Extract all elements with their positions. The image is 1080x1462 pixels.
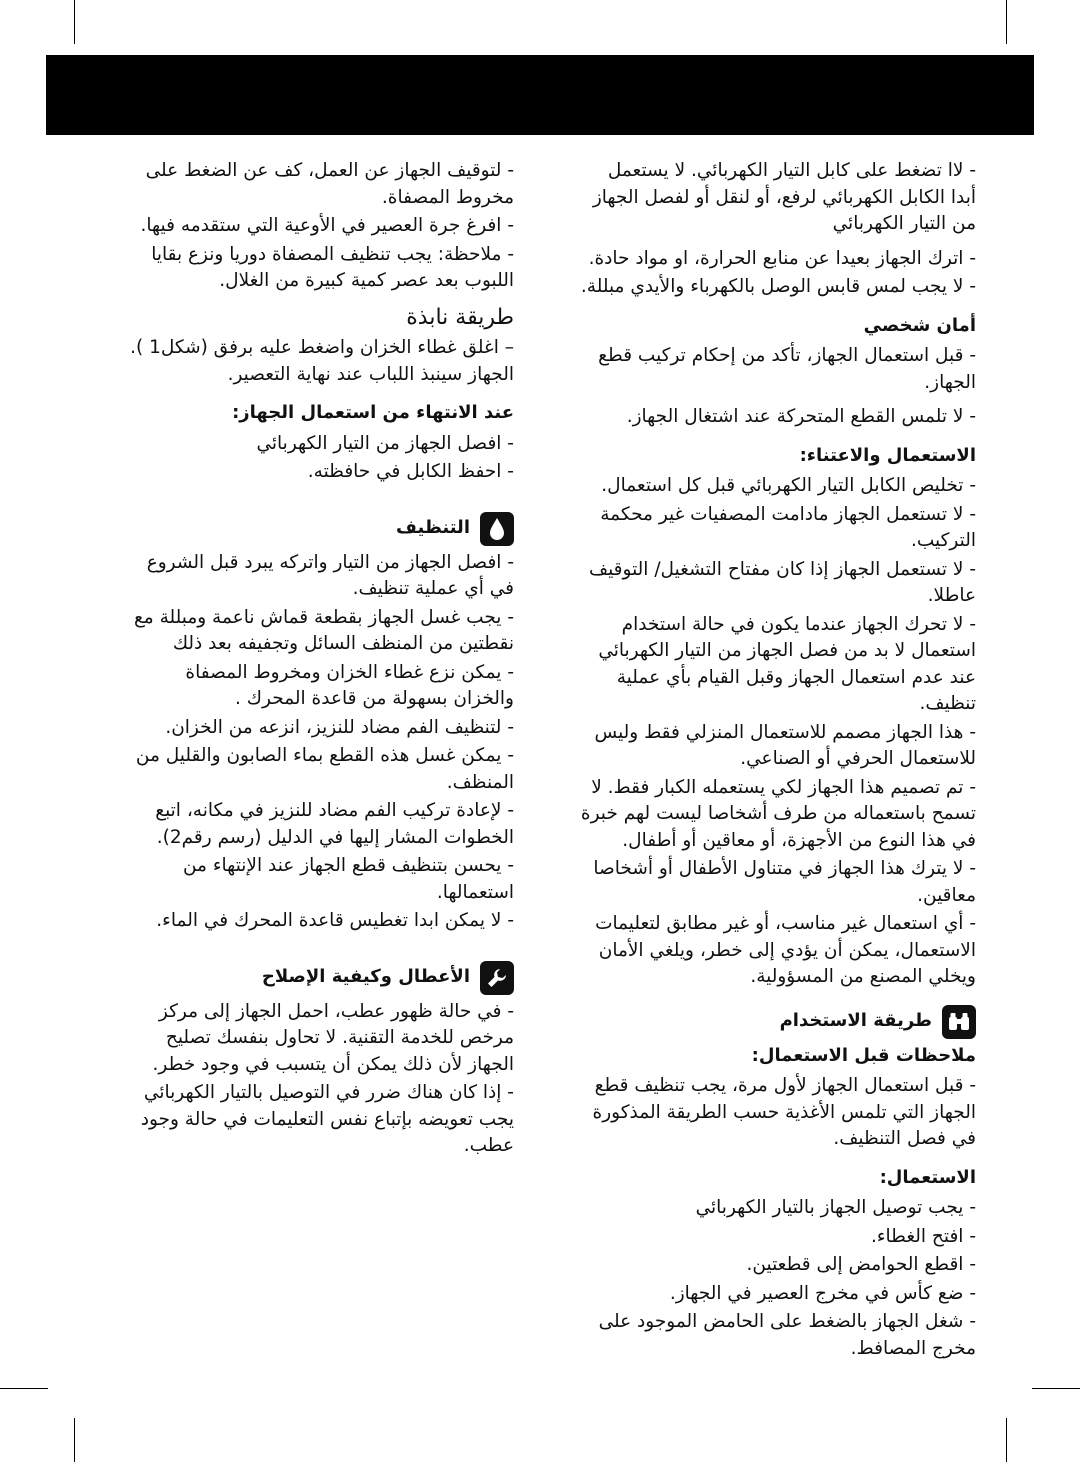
crop-mark-bottom-left	[74, 1418, 75, 1462]
section-header-how-to-use	[578, 1005, 976, 1039]
list-item: - يجب توصيل الجهاز بالتيار الكهربائي	[695, 1197, 976, 1218]
crop-mark-bottom-right	[1006, 1418, 1007, 1462]
section-title-after-use: عند الانتهاء من استعمال الجهاز:	[232, 402, 514, 423]
list-item: - شغل الجهاز بالضغط على الحامض الموجود على مخرج المصافط.	[598, 1311, 976, 1359]
list-item: - أي استعمال غير مناسب، أو غير مطابق لتعليمات الاستعمال، يمكن أن يؤدي إلى خطر، ويلغي الأمان ويخلي المصنع من المسؤولية.	[595, 913, 976, 987]
list-item: - لا تلمس القطع المتحركة عند اشتغال الجهاز.	[626, 406, 976, 427]
list-item: - يمكن نزع غطاء الخزان ومخروط المصفاة والخزان بسهولة من قاعدة المحرك .	[185, 661, 514, 709]
section-title-pulp-method: طريقة نابذة	[406, 304, 514, 330]
list-item: - افصل الجهاز من التيار واتركه يبرد قبل الشروع في أي عملية تنظيف.	[146, 551, 514, 599]
list-item: - يجب غسل الجهاز بقطعة قماش ناعمة ومبللة مع نقطتين من المنظف السائل وتجفيفه بعد ذلك	[133, 606, 514, 654]
section-title-use-and-care: الاستعمال والاعتناء:	[799, 444, 976, 466]
header-bar	[46, 55, 1034, 135]
intro-paragraph: - لا يجب لمس قابس الوصل بالكهرباء والأيدي مبللة.	[580, 276, 976, 297]
list-item: - في حالة ظهور عطب، احمل الجهاز إلى مركز مرخص للخدمة التقنية. لا تحاول بنفسك تصليح الجهاز لأن ذلك يمكن أن يتسبب في وجود خطر.	[152, 1000, 514, 1075]
crop-mark-top-right	[1006, 0, 1007, 44]
section-title-cleaning: التنظيف	[396, 517, 470, 539]
water-drop-icon	[480, 512, 514, 546]
list-item: - ضع كأس في مخرج العصير في الجهاز.	[669, 1282, 976, 1304]
intro-paragraph: - لتوقيف الجهاز عن العمل، كف عن الضغط على مخروط المصفاة.	[145, 160, 514, 208]
list-item: - لا يمكن ابدا تغطيس قاعدة المحرك في الماء.	[156, 910, 514, 931]
left-column	[122, 158, 514, 1168]
pulp-method-text: – اغلق غطاء الخزان واضغط عليه برفق (شكل1 ). الجهاز سينبذ اللباب عند نهاية التعصير.	[130, 337, 514, 385]
subsection-title-pre-use: ملاحظات قبل الاستعمال:	[751, 1044, 976, 1066]
right-column	[578, 158, 976, 1364]
intro-paragraph: - ملاحظة: يجب تنظيف المصفاة دوريا ونزع بقايا اللبوب بعد عصر كمية كبيرة من الغلال.	[151, 243, 514, 291]
list-item: - اقطع الحوامض إلى قطعتين.	[746, 1254, 976, 1275]
section-header-faults	[122, 961, 514, 995]
crop-mark-left-mid	[0, 1388, 48, 1389]
subsection-title-usage: الاستعمال:	[879, 1166, 976, 1188]
binoculars-icon	[942, 1005, 976, 1039]
list-item: - لتنظيف الفم مضاد للنزيز، انزعه من الخزان.	[165, 716, 514, 738]
list-item: - افتح الغطاء.	[870, 1225, 976, 1247]
list-item: - لا يترك هذا الجهاز في متناول الأطفال أو أشخاصا معاقين.	[593, 858, 976, 906]
section-header-cleaning	[122, 512, 514, 546]
list-item: - قبل استعمال الجهاز، تأكد من إحكام تركيب قطع الجهاز.	[598, 345, 976, 393]
list-item: - لإعادة تركيب الفم مضاد للنزيز في مكانه، اتبع الخطوات المشار إليها في الدليل (رسم رقم2).	[155, 800, 514, 848]
list-item: - يمكن غسل هذه القطع بماء الصابون والقليل من المنظف.	[135, 745, 514, 793]
list-item: - تم تصميم هذا الجهاز لكي يستعمله الكبار فقط. لا تسمح باستعماله من طرف أشخاصا ليست لهم خبرة في هذا النوع من الأجهزة، أو معاقين أو أطفال.	[580, 776, 976, 851]
list-item: - تخليص الكابل التيار الكهربائي قبل كل استعمال.	[601, 475, 976, 496]
list-item: - احفظ الكابل في حافظته.	[307, 461, 514, 482]
intro-paragraph: - افرغ جرة العصير في الأوعية التي ستقدمه فيها.	[140, 215, 514, 236]
crop-mark-top-left	[74, 0, 75, 44]
section-title-faults: الأعطال وكيفية الإصلاح	[261, 966, 470, 988]
list-item: - هذا الجهاز مصمم للاستعمال المنزلي فقط وليس للاستعمال الحرفي أو الصناعي.	[594, 721, 976, 769]
intro-paragraph: - اترك الجهاز بعيدا عن منابع الحرارة، او مواد حادة.	[588, 247, 976, 269]
pre-use-text: - قبل استعمال الجهاز لأول مرة، يجب تنظيف قطع الجهاز التي تلمس الأغذية حسب الطريقة المذكورة في فصل التنظيف.	[592, 1075, 976, 1149]
section-title-personal-safety: أمان شخصي	[863, 314, 976, 336]
section-title-how-to-use: طريقة الاستخدام	[779, 1010, 932, 1032]
wrench-icon	[480, 961, 514, 995]
crop-mark-right-mid	[1032, 1388, 1080, 1389]
list-item: - لا تستعمل الجهاز إذا كان مفتاح التشغيل/ التوقيف عاطلا.	[588, 558, 976, 606]
list-item: - لا تحرك الجهاز عندما يكون في حالة استخدام استعمال لا بد من فصل الجهاز من التيار الكهربائي عند عدم استعمال الجهاز وقبل القيام بأي عملية تنظيف.	[598, 613, 976, 714]
list-item: - لا تستعمل الجهاز مادامت المصفيات غير محكمة التركيب.	[600, 503, 976, 551]
list-item: - إذا كان هناك ضرر في التوصيل بالتيار الكهربائي يجب تعويضه بإتباع نفس التعليمات في حالة وجود عطب.	[140, 1082, 514, 1156]
list-item: - يحسن بتنظيف قطع الجهاز عند الإنتهاء من استعمالها.	[182, 855, 514, 903]
intro-paragraph: - لاا تضغط على كابل التيار الكهربائي. لا يستعمل أبدا الكابل الكهربائي لرفع، أو لنقل أو لفصل الجهاز من التيار الكهربائي	[592, 160, 976, 234]
list-item: - افصل الجهاز من التيار الكهربائي	[256, 432, 514, 454]
